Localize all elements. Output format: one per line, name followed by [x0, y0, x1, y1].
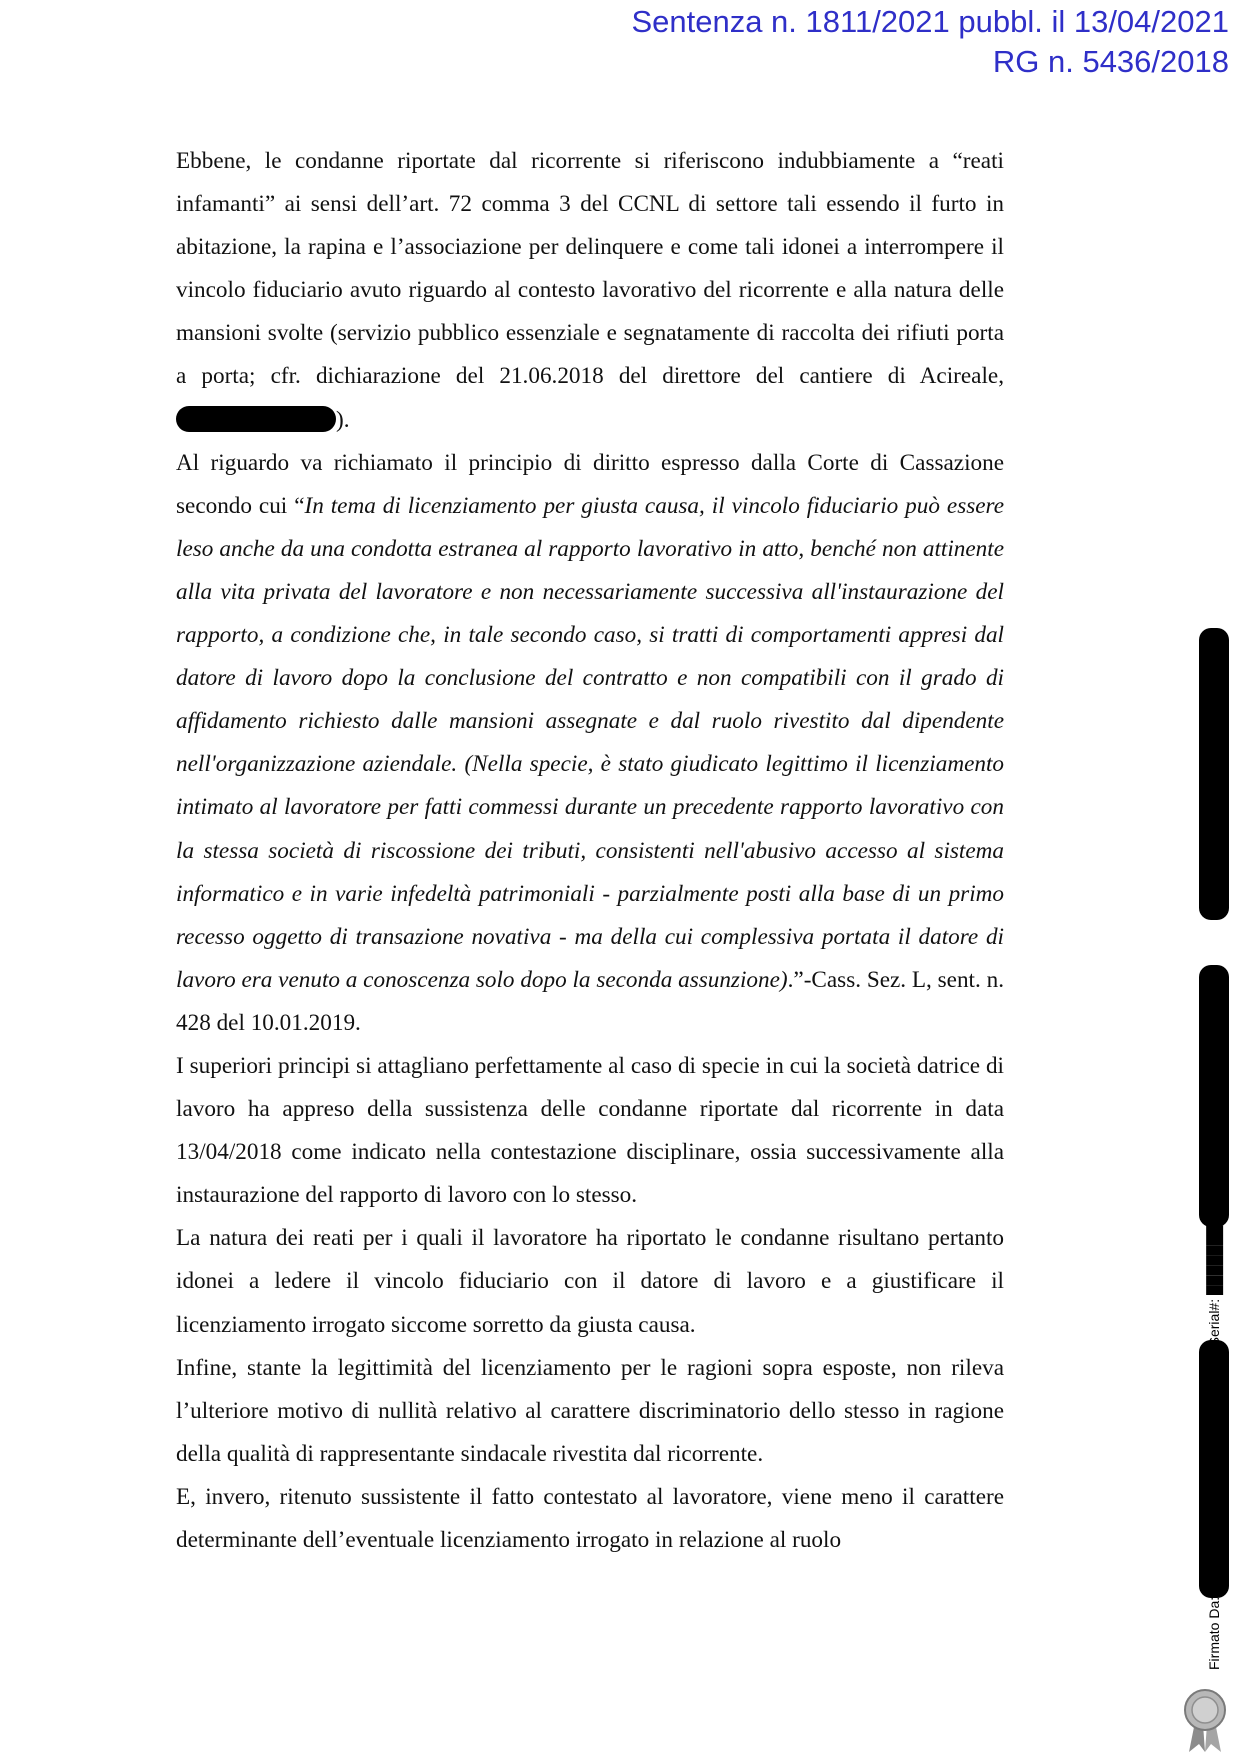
document-header [631, 2, 1229, 82]
seal-ribbon-icon [1183, 1688, 1227, 1754]
paragraph-6: E, invero, ritenuto sussistente il fatto contestato al lavoratore, viene meno il carattere determinante dell’eventuale licenziamento irrogato in relazione al ruolo [176, 1483, 1004, 1553]
signature-redaction [1199, 628, 1229, 920]
sentenza-reference: Sentenza n. 1811/2021 pubbl. il 13/04/2021 [631, 4, 1229, 39]
paragraph-4: La natura dei reati per i quali il lavoratore ha riportato le condanne risultano pertanto idonei a ledere il vincolo fiduciario con il datore di lavoro e a giustificare il licenziamento irrogato siccome sorretto da giusta causa. [176, 1225, 1004, 1338]
paragraph-2 [176, 442, 1004, 1045]
citation: .”-Cass. Sez. L, sent. n. 428 del 10.01.2019. [176, 966, 1004, 1036]
signature-redaction [1199, 965, 1229, 1227]
paragraph-2-intro: Al riguardo va richiamato il principio di diritto espresso dalla Corte di Cassazione secondo cui “ [176, 449, 1004, 519]
redaction-mark [176, 406, 336, 432]
cassazione-quote: In tema di licenziamento per giusta causa, il vincolo fiduciario può essere leso anche da una condotta estranea al rapporto lavorativo in atto, benché non attinente alla vita privata del lavoratore e non necessariamente successiva all'instaurazione del rapporto, a condizione che, in tale secondo caso, si tratti di comportamenti appresi dal datore di lavoro dopo la conclusione del contratto e non compatibili con il grado di affidamento richiesto dalle mansioni assegnate e dal ruolo rivestito dal dipendente nell'organizzazione aziendale. (Nella specie, è stato giudicato legittimo il licenziamento intimato al lavoratore per fatti commessi durante un precedente rapporto lavorativo con la stessa società di riscossione dei tributi, consistenti nell'abusivo accesso al sistema informatico e in varie infedeltà patrimoniali - parzialmente posti alla base di un primo recesso oggetto di transazione novativa - ma della cui complessiva portata il datore di lavoro era venuto a conoscenza solo dopo la seconda assunzione) [176, 492, 1004, 993]
paragraph-1-end: ). [336, 406, 350, 433]
rg-reference: RG n. 5436/2018 [992, 44, 1229, 79]
digital-signature-strip [1193, 620, 1235, 1670]
signature-redaction [1199, 1340, 1229, 1598]
paragraph-1 [176, 140, 1004, 442]
document-body [176, 140, 1004, 1562]
paragraph-3: I superiori principi si attagliano perfettamente al caso di specie in cui la società datrice di lavoro ha appreso della sussistenza delle condanne riportate dal ricorrente in data 13/04/2018 come indicato nella contestazione disciplinare, ossia successivamente alla instaurazione del rapporto di lavoro con lo stesso. [176, 1052, 1004, 1209]
paragraph-5: Infine, stante la legittimità del licenziamento per le ragioni sopra esposte, non rileva l’ulteriore motivo di nullità relativo al carattere discriminatorio dello stesso in ragione della qualità di rappresentante sindacale rivestita dal ricorrente. [176, 1354, 1004, 1467]
paragraph-1-text: Ebbene, le condanne riportate dal ricorrente si riferiscono indubbiamente a “reati infamanti” ai sensi dell’art. 72 comma 3 del CCNL di settore tali essendo il furto in abitazione, la rapina e l’associazione per delinquere e come tali idonei a interrompere il vincolo fiduciario avuto riguardo al contesto lavorativo del ricorrente e alla natura delle mansioni svolte (servizio pubblico essenziale e segnatamente di raccolta dei rifiuti porta a porta; cfr. dichiarazione del 21.06.2018 del direttore del cantiere di Acireale, [176, 148, 1004, 390]
